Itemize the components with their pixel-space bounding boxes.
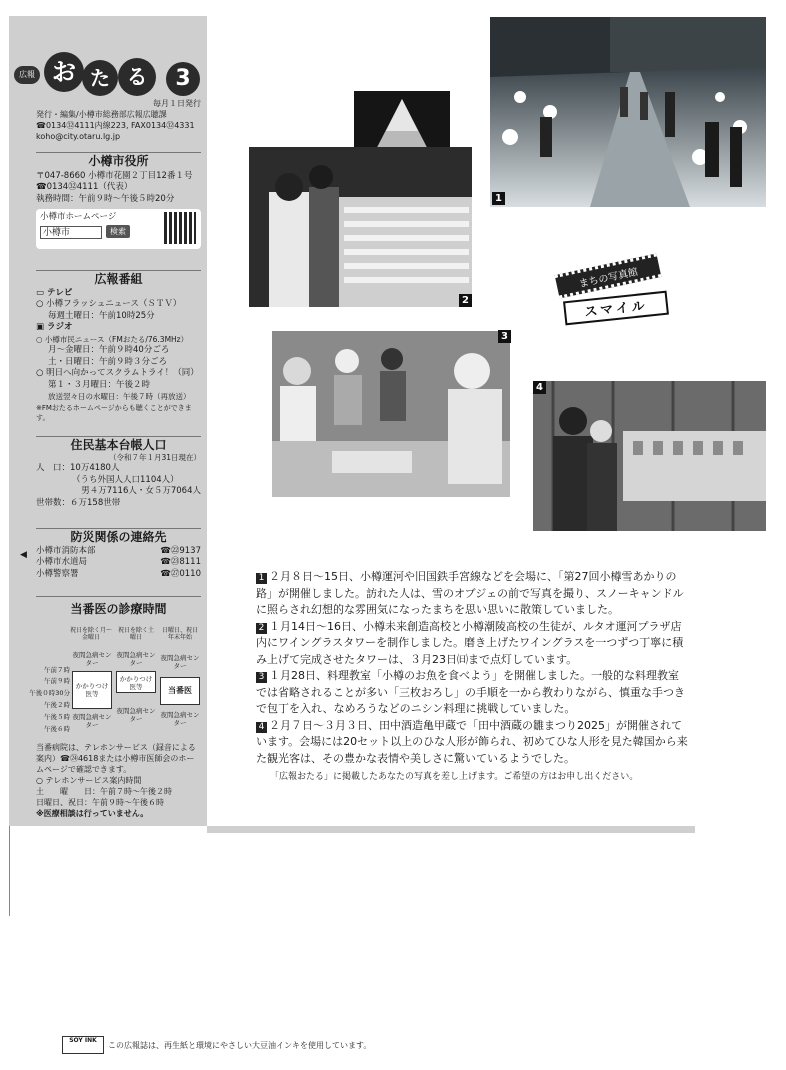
city-office-tel: ☎0134㉜4111（代表） xyxy=(36,182,133,192)
night-center-cell: 夜間急病センター xyxy=(160,654,200,670)
masthead-char-1: お xyxy=(44,52,84,92)
col-weekday-head: 祝日を除く月〜金曜日 xyxy=(70,627,113,641)
population-gender: 男４万7116人・女５万7064人 xyxy=(81,486,201,496)
family-doctor-cell: かかりつけ医等 xyxy=(116,671,156,693)
footer-note: この広報誌は、再生紙と環境にやさしい大豆油インキを使用しています。 xyxy=(108,1041,372,1050)
time-label: 午後６時 xyxy=(44,725,70,733)
telephone-service-heading: ○ テレホンサービス案内時間 xyxy=(36,776,142,785)
disaster-row: 小樽市消防本部 ☎㉒9137 xyxy=(36,545,201,556)
medical-info xyxy=(36,742,201,819)
homepage-box xyxy=(36,209,201,249)
masthead-logo xyxy=(14,28,199,102)
broadcast-note: ※FMおたるホームページからも聴くことができます。 xyxy=(36,403,192,422)
corner-title-line1: まちの写真館 xyxy=(555,253,662,298)
medical-section xyxy=(36,596,201,617)
night-center-cell: 夜間急病センター xyxy=(72,713,112,729)
broadcast-section xyxy=(36,270,201,423)
col-sunday-head: 日曜日、祝日年末年始 xyxy=(161,627,198,641)
caption-item: 2 １月14日〜16日、小樽未来創造高校と小樽潮陵高校の生徒が、ルタオ運河プラザ店内にワイングラスタワーを制作しました。磨き上げたワイングラスを一つずつ丁寧に積み上げて完成させたタワーは、３月23日㈰まで点灯しています。 xyxy=(256,619,684,666)
monthly-note: 毎月１日発行 xyxy=(153,99,201,108)
masthead-char-3: る xyxy=(118,58,156,96)
caption-item: 4 ２月７日〜３月３日、田中酒造亀甲蔵で「田中酒蔵の雛まつり2025」が開催されています。会場には20セット以上のひな人形が飾られ、初めてひな人形を見た韓国から来た観光客は、その豊かな表情や美しさに驚いているようでした。 xyxy=(256,718,688,765)
cooking-class-illustration xyxy=(272,331,510,497)
col-saturday-head: 祝日を除く土曜日 xyxy=(117,627,154,641)
left-rule xyxy=(9,826,10,916)
time-label: 午後５時 xyxy=(44,713,70,721)
city-office-hours: 執務時間：午前９時〜午後５時20分 xyxy=(36,193,175,204)
radio-2-time: 第１・３月曜日：午後２時 xyxy=(48,379,151,390)
broadcast-title: 広報番組 xyxy=(36,270,201,286)
city-office-title: 小樽市役所 xyxy=(36,152,201,168)
tv-program: ○ 小樽フラッシュニュース（ＳＴＶ） xyxy=(36,299,182,309)
disaster-row: 小樽市水道局 ☎㉓8111 xyxy=(36,557,201,567)
publisher: 発行・編集/小樽市総務部広報広聴課 xyxy=(36,110,167,119)
radio-program-2: ○ 明日へ向かってスクラムトライ！（同） xyxy=(36,368,199,378)
population-section xyxy=(36,436,201,509)
publisher-tel: ☎0134㉜4111内線223, FAX0134㉜4331 xyxy=(36,121,195,130)
disaster-title: 防災関係の連絡先 xyxy=(36,528,201,544)
tv-heading: ▭ テレビ xyxy=(36,287,73,298)
arrow-left-icon: ◀ xyxy=(20,550,27,560)
students-tower-illustration xyxy=(249,147,472,307)
night-center-cell: 夜間急病センター xyxy=(160,711,200,727)
radio-1-weekend: 土・日曜日：午前９時３分ごろ xyxy=(48,356,168,367)
bottom-band xyxy=(207,826,695,833)
night-center-cell: 夜間急病センター xyxy=(116,651,156,667)
photo-wine-glass-tower xyxy=(249,147,472,307)
no-consultation-note: ※医療相談は行っていません。 xyxy=(36,809,149,818)
telephone-service-sunday: 日曜日、祝日：午前９時〜午後６時 xyxy=(36,798,164,807)
publisher-email: koho@city.otaru.lg.jp xyxy=(36,132,121,141)
city-office-address: 〒047-8660 小樽市花園２丁目12番１号 xyxy=(36,170,193,181)
time-label: 午後０時30分 xyxy=(29,689,70,697)
time-label: 午後２時 xyxy=(44,701,70,709)
photo-number-badge: 3 xyxy=(498,330,511,343)
radio-icon: ▣ xyxy=(36,322,47,332)
time-label: 午前９時 xyxy=(44,677,70,685)
duty-schedule-grid xyxy=(24,627,202,739)
photo-number-badge: 4 xyxy=(533,381,546,394)
photo-snow-light-path xyxy=(490,17,766,207)
corner-title-line2: スマイル xyxy=(563,291,669,326)
disaster-row: 小樽警察署 ☎㉗0110 xyxy=(36,568,201,579)
photo-captions xyxy=(256,569,688,767)
radio-program-1: ○ 小樽市民ニュース（FMおたる/76.3MHz） xyxy=(36,334,189,344)
night-center-cell: 夜間急病センター xyxy=(116,707,156,723)
population-households: 世帯数：６万158世帯 xyxy=(36,497,121,508)
tv-icon: ▭ xyxy=(36,287,47,298)
population-title: 住民基本台帳人口 xyxy=(36,436,201,452)
qr-code-icon xyxy=(164,212,196,244)
homepage-label: 小樽市ホームページ xyxy=(40,212,117,222)
search-button[interactable]: 検索 xyxy=(106,225,130,238)
city-office-section xyxy=(36,152,201,249)
tv-time: 毎週土曜日：午前10時25分 xyxy=(48,310,155,321)
photo-corner-logo xyxy=(548,262,674,326)
issue-number: 3 xyxy=(166,62,200,96)
search-input[interactable]: 小樽市 xyxy=(40,226,102,239)
radio-1-weekday: 月〜金曜日：午前９時40分ごろ xyxy=(48,345,170,355)
photo-cooking-class xyxy=(272,331,510,497)
publication-info xyxy=(36,98,201,142)
photo-number-badge: 2 xyxy=(459,294,472,307)
photo-hina-dolls xyxy=(533,381,766,531)
population-foreign: （うち外国人人口1104人） xyxy=(72,474,179,485)
masthead-char-2: た xyxy=(82,60,118,96)
soy-ink-logo: SOY INK xyxy=(62,1036,104,1054)
caption-item: 1 ２月８日〜15日、小樽運河や旧国鉄手宮線などを会場に、「第27回小樽雪あかりの路」が開催しました。訪れた人は、雪のオブジェの前で写真を撮り、スノーキャンドルに照らされ幻想的な雰囲気になったまちを思い思いに散策していました。 xyxy=(256,570,684,616)
disaster-section xyxy=(36,528,201,580)
family-doctor-cell: かかりつけ医等 xyxy=(72,671,112,709)
photo-number-badge: 1 xyxy=(492,192,505,205)
radio-heading: ▣ ラジオ xyxy=(36,322,73,332)
hina-dolls-illustration xyxy=(533,381,766,531)
duty-doctor-cell: 当番医 xyxy=(160,677,200,705)
population-total: 人 口：10万4180人 xyxy=(36,463,120,473)
caption-item: 3 １月28日、料理教室「小樽のお魚を食べよう」を開催しました。一般的な料理教室では省略されることが多い「三枚おろし」の手順を一から教わりながら、慎重な手つきで包丁を入れ、なめろうなどのニシン料理に挑戦していました。 xyxy=(256,669,685,715)
photo-offer-note: 「広報おたる」に掲載したあなたの写真を差し上げます。ご希望の方はお申し出ください。 xyxy=(270,772,639,782)
telephone-service-saturday: 土 曜 日：午前７時〜午後２時 xyxy=(36,787,172,796)
snow-path-illustration xyxy=(490,17,766,207)
medical-info-text: 当番病院は、テレホンサービス（録音による案内）☎㉔4618または小樽市医師会のホームページで確認できます。 xyxy=(36,743,196,774)
night-center-cell: 夜間急病センター xyxy=(72,651,112,667)
masthead-badge: 広報 xyxy=(14,66,40,84)
population-date: （令和７年１月31日現在） xyxy=(108,452,201,462)
medical-title: 当番医の診療時間 xyxy=(36,596,201,617)
time-label: 午前７時 xyxy=(44,666,70,674)
radio-2-rerun: 放送翌々日の水曜日：午後７時（再放送） xyxy=(48,392,191,401)
